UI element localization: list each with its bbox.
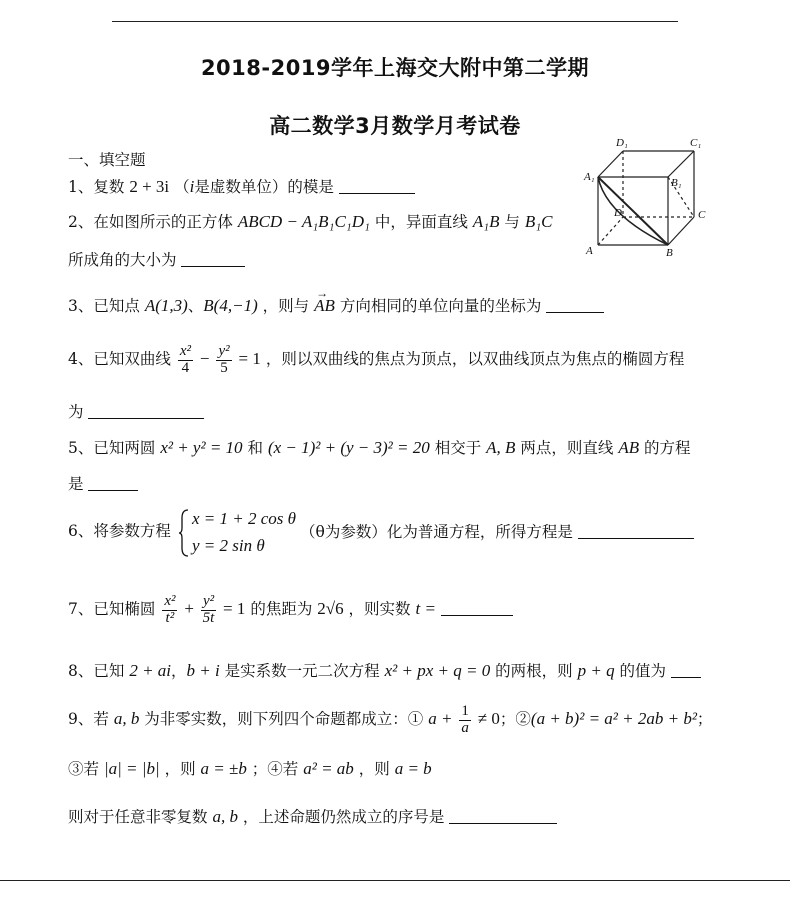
answer-blank-2[interactable] [181,252,245,267]
answer-blank-5[interactable] [88,476,138,491]
question-8: 8、已知 2 + ai，b + i 是实系数一元二次方程 x² + px + q = 0 的两根，则 p + q 的值为 [68,662,701,680]
question-1: 1、复数 2 + 3i （i是虚数单位）的模是 [68,178,415,196]
q1-expr: 2 + 3i [129,177,170,196]
q6-eq-1: x = 1 + 2 cos θ [192,509,297,528]
q7-frac-1: $\frac{\text{x²}}{\text{t²}}$ [164,592,176,626]
question-4: 4、已知双曲线 $\frac{\text{x²}}{4}$ − $\frac{\text{y²}}{5}$ = 1 ，则以双曲线的焦点为顶点，以双曲线顶点为焦点的椭圆方程 [68,342,685,376]
question-2-line-2: 所成角的大小为 [68,252,245,269]
top-rule [112,21,678,22]
cube-figure [578,135,718,265]
question-5-line-2: 是 [68,476,138,493]
q9-frac: $\frac{1}{a}$ [461,702,469,736]
section-heading: 一、填空题 [68,151,146,169]
answer-blank-9[interactable] [449,809,557,824]
question-9-line-2: ③若 |a| = |b| ，则 a = ±b ；④若 a² = ab ，则 a = b [68,759,432,778]
question-9: 9、若 a, b 为非零实数，则下列四个命题都成立：① a + $\frac{1}{a}$ ≠ 0；②(a + b)² = a² + 2ab + b²； [68,702,713,736]
q4-frac-1: $\frac{\text{x²}}{4}$ [179,342,191,376]
answer-blank-8[interactable] [671,663,701,678]
label-d1: D₁ [616,137,628,149]
q6-eq-2: y = 2 sin θ [192,536,265,555]
answer-blank-6[interactable] [578,524,694,539]
answer-blank-3[interactable] [546,298,604,313]
question-4-line-2: 为 [68,404,204,421]
q6-left-brace [178,508,190,558]
bottom-rule [0,880,790,881]
title-line-2: 高二数学3月数学月考试卷 [269,114,521,138]
question-7: 7、已知椭圆 $\frac{\text{x²}}{\text{t²}}$ + $\frac{\text{y²}}{5t}$ = 1 的焦距为 2√6 ，则实数 t = [68,590,513,628]
answer-blank-1[interactable] [339,179,415,194]
question-6-tail: （θ为参数）化为普通方程，所得方程是 [300,524,694,541]
question-6: 6、将参数方程 [68,522,171,540]
label-a: A [586,245,593,257]
label-c: C [698,209,706,221]
question-9-line-3: 则对于任意非零复数 a, b ，上述命题仍然成立的序号是 [68,808,557,826]
q7-frac-2: $\frac{\text{y²}}{5t}$ [202,592,215,626]
q4-frac-2: $\frac{\text{y²}}{5}$ [218,342,230,376]
answer-blank-7[interactable] [441,601,513,616]
label-d: D [614,207,622,219]
label-a1: A₁ [584,171,595,183]
question-5: 5、已知两圆 x² + y² = 10 和 (x − 1)² + (y − 3)² = 20 相交于 A, B 两点，则直线 AB 的方程 [68,438,691,457]
vector-ab: → AB [314,286,335,315]
question-2: 2、在如图所示的正方体 ABCD − A₁B₁C₁D₁ 中，异面直线 A₁B 与 B₁C [68,212,553,231]
label-c1: C₁ [690,137,702,149]
cube-diagram [578,135,718,265]
title-line-1: 2018-2019学年上海交大附中第二学期 [200,56,590,80]
label-b: B [666,247,673,259]
answer-blank-4[interactable] [88,404,204,419]
question-3: 3、已知点 A(1,3)、B(4,−1) ，则与 → AB 方向相同的单位向量的坐标为 [68,297,604,315]
label-b1: B₁ [671,177,682,189]
